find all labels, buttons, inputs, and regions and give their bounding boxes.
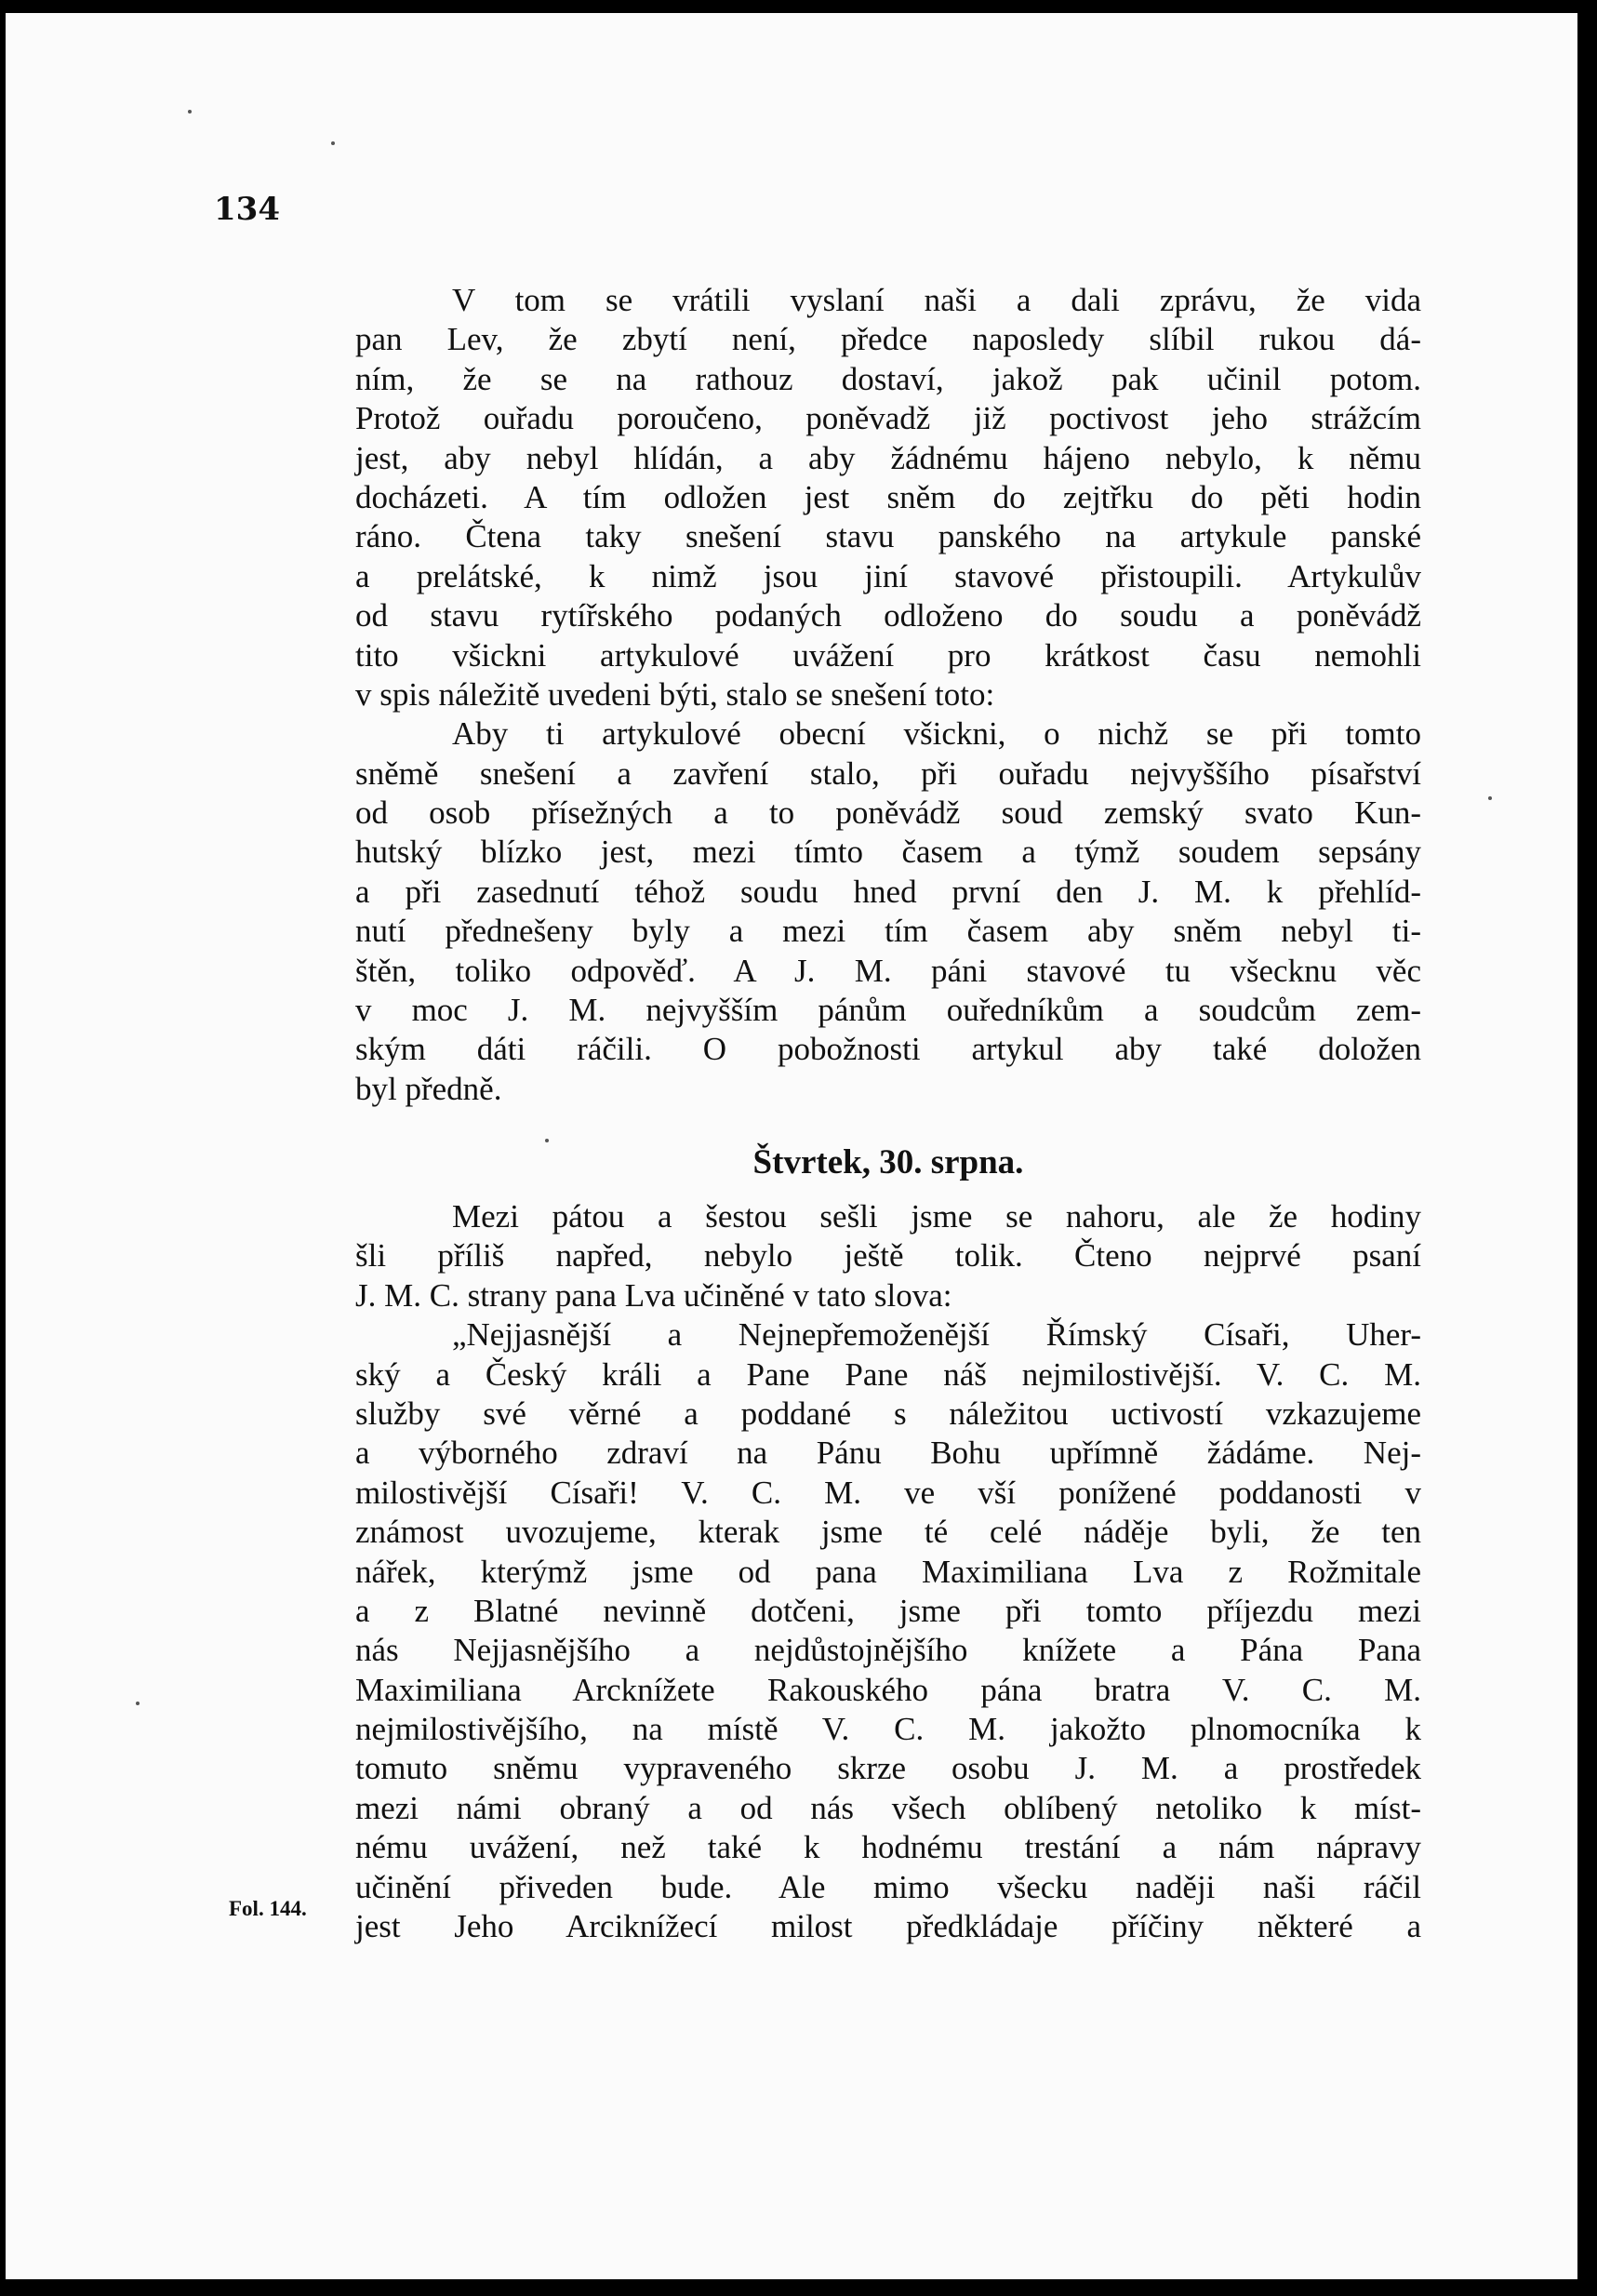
text-line: a výborného zdraví na Pánu Bohu upřímně žádáme. Nej- xyxy=(355,1435,1421,1472)
text-line: ský a Český králi a Pane Pane náš nejmilostivější. V. C. M. xyxy=(355,1355,1421,1393)
text-line: Mezi pátou a šestou sešli jsme se nahoru, ale že hodiny xyxy=(452,1198,1421,1235)
text-line: pan Lev, že zbytí není, předce naposledy slíbil rukou dá- xyxy=(355,321,1421,358)
text-line: od stavu rytířského podaných odloženo do soudu a poněvádž xyxy=(355,597,1421,634)
text-line: a z Blatné nevinně dotčeni, jsme při tomto příjezdu mezi xyxy=(355,1592,1421,1629)
text-line: tito všickni artykulové uvážení pro krátkost času nemohli xyxy=(355,636,1421,674)
text-line: nému uvážení, než také k hodnému trestání a nám nápravy xyxy=(355,1829,1421,1866)
paragraph-letter xyxy=(355,1197,1421,1946)
text-line: nejmilostivějšího, na místě V. C. M. jakožto plnomocníka k xyxy=(355,1711,1421,1748)
text-line: učinění přiveden bude. Ale mimo všecku naději naši ráčil xyxy=(355,1868,1421,1905)
margin-note-folio: Fol. 144. xyxy=(229,1897,307,1920)
paragraph-session-report xyxy=(355,281,1421,1109)
paper-speck xyxy=(188,110,192,113)
heading-day: Štvrtek, xyxy=(752,1143,871,1181)
text-line: J. M. C. strany pana Lva učiněné v tato slova: xyxy=(355,1276,952,1314)
text-line: nás Nejjasnějšího a nejdůstojnějšího knížete a Pána Pana xyxy=(355,1632,1421,1669)
text-line: služby své věrné a poddané s náležitou uctivostí vzkazujeme xyxy=(355,1395,1421,1432)
text-line: od osob přísežných a to poněvádž soud zemský svato Kun- xyxy=(355,794,1421,832)
text-line: šli příliš napřed, nebylo ještě tolik. Čteno nejprvé psaní xyxy=(355,1237,1421,1275)
paper-speck xyxy=(331,141,335,145)
text-line: v moc J. M. nejvyšším pánům ouředníkům a soudcům zem- xyxy=(355,992,1421,1029)
paper-speck xyxy=(136,1702,140,1705)
section-heading-date xyxy=(355,1142,1421,1182)
text-line: ním, že se na rathouz dostaví, jakož pak učinil potom. xyxy=(355,360,1421,397)
text-line: známost uvozujeme, kterak jsme té celé náděje byli, že ten xyxy=(355,1514,1421,1551)
text-line: v spis náležitě uvedeni býti, stalo se snešení toto: xyxy=(355,675,995,713)
heading-date: 30. srpna. xyxy=(879,1143,1024,1181)
text-line: štěn, toliko odpověď. A J. M. páni stavové tu všecknu věc xyxy=(355,952,1421,989)
text-line: mezi námi obraný a od nás všech oblíbený netoliko k míst- xyxy=(355,1789,1421,1826)
text-line: milostivější Císaři! V. C. M. ve vší ponížené poddanosti v xyxy=(355,1474,1421,1511)
text-line: jest, aby nebyl hlídán, a aby žádnému hájeno nebylo, k němu xyxy=(355,439,1421,476)
text-line: tomuto sněmu vypraveného skrze osobu J. M. a prostředek xyxy=(355,1750,1421,1787)
text-line: „Nejjasnější a Nejnepřemoženější Římský Císaři, Uher- xyxy=(452,1316,1421,1354)
text-line: ráno. Čtena taky snešení stavu panského na artykule panské xyxy=(355,518,1421,555)
text-line: a při zasednutí téhož soudu hned první den J. M. k přehlíd- xyxy=(355,873,1421,910)
text-line: docházeti. A tím odložen jest sněm do zejtřku do pěti hodin xyxy=(355,478,1421,515)
text-line: nářek, kterýmž jsme od pana Maximiliana Lva z Rožmitale xyxy=(355,1553,1421,1590)
text-line: hutský blízko jest, mezi tímto časem a týmž soudem sepsány xyxy=(355,834,1421,871)
text-line: V tom se vrátili vyslaní naši a dali zprávu, že vida xyxy=(452,282,1421,318)
text-line: ským dáti ráčili. O pobožnosti artykul aby také doložen xyxy=(355,1031,1421,1068)
page-number: 134 xyxy=(214,191,280,228)
paper-speck xyxy=(1488,796,1492,800)
text-line: sněmě snešení a zavření stalo, při ouřadu nejvyššího písařství xyxy=(355,754,1421,792)
text-line: byl předně. xyxy=(355,1070,502,1107)
text-line: a prelátské, k nimž jsou jiní stavové přistoupili. Artykulův xyxy=(355,557,1421,594)
text-line: jest Jeho Arciknížecí milost předkládaje příčiny některé a xyxy=(355,1908,1421,1945)
text-line: Aby ti artykulové obecní všickni, o nichž se při tomto xyxy=(452,715,1421,753)
text-line: nutí přednešeny byly a mezi tím časem aby sněm nebyl ti- xyxy=(355,913,1421,950)
text-line: Maximiliana Arcknížete Rakouského pána bratra V. C. M. xyxy=(355,1671,1421,1708)
text-line: Protož ouřadu poroučeno, poněvadž již poctivost jeho strážcím xyxy=(355,400,1421,437)
